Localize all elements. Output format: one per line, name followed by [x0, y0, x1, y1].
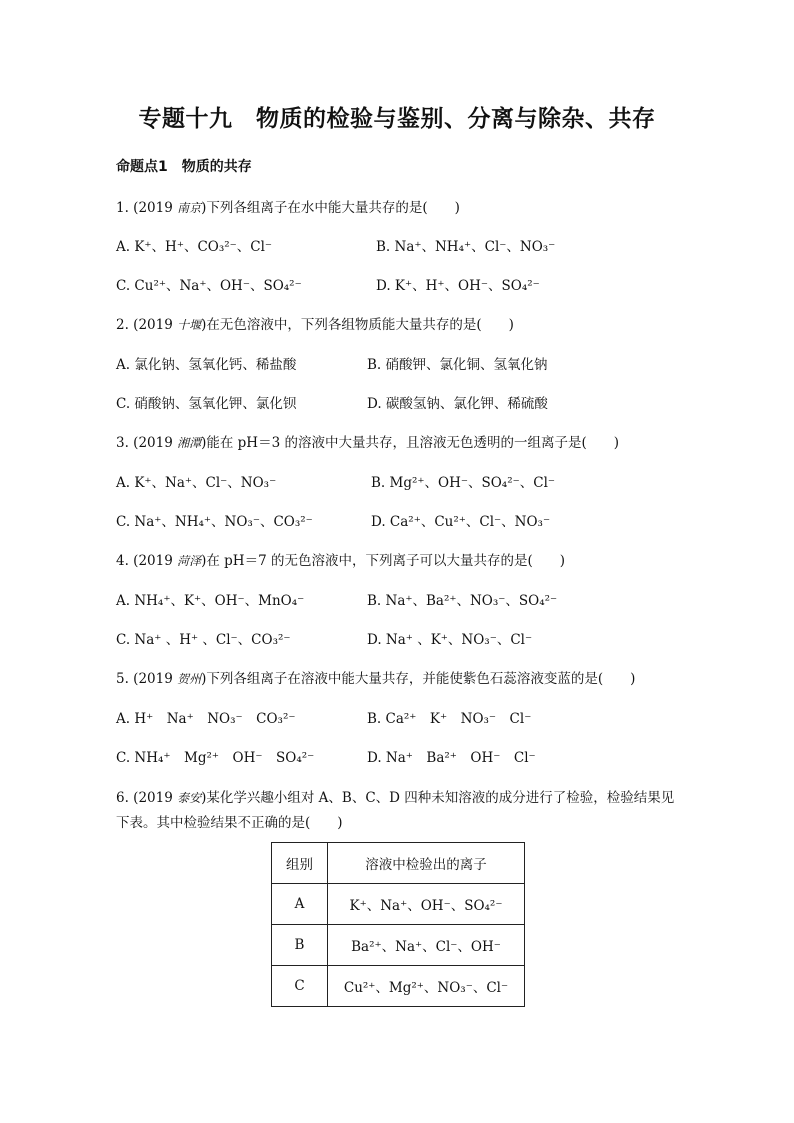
section-heading: 命题点1 物质的共存 — [116, 159, 252, 175]
table-cell: Ba²⁺、Na⁺、Cl⁻、OH⁻ — [328, 925, 525, 966]
option-a: A. 氯化钠、氢氧化钙、稀盐酸 — [116, 357, 297, 373]
option-a: A. K⁺、Na⁺、Cl⁻、NO₃⁻ — [116, 475, 277, 491]
option-c: C. 硝酸钠、氢氧化钾、氯化钡 — [116, 396, 297, 412]
question-4: 4. (2019 菏泽)在 pH＝7 的无色溶液中，下列离子可以大量共存的是( ) — [116, 553, 565, 569]
question-source: 贺州 — [177, 672, 202, 686]
question-3: 3. (2019 湘潭)能在 pH＝3 的溶液中大量共存，且溶液无色透明的一组离子是( ) — [116, 435, 619, 451]
question-source: 南京 — [177, 201, 202, 215]
question-6: 6. (2019 泰安)某化学兴趣小组对 A、B、C、D 四种未知溶液的成分进行了检验，检验结果见 — [116, 790, 675, 806]
option-c: C. Na⁺ 、H⁺ 、Cl⁻、CO₃²⁻ — [116, 632, 291, 648]
results-table — [271, 842, 525, 1007]
option-d: D. Ca²⁺、Cu²⁺、Cl⁻、NO₃⁻ — [371, 514, 551, 530]
option-c: C. Cu²⁺、Na⁺、OH⁻、SO₄²⁻ — [116, 278, 302, 294]
option-b: B. Mg²⁺、OH⁻、SO₄²⁻、Cl⁻ — [371, 475, 556, 491]
table-row — [272, 884, 525, 925]
option-c: C. Na⁺、NH₄⁺、NO₃⁻、CO₃²⁻ — [116, 514, 313, 530]
option-b: B. Na⁺、NH₄⁺、Cl⁻、NO₃⁻ — [376, 239, 556, 255]
option-d: D. Na⁺ 、K⁺、NO₃⁻、Cl⁻ — [367, 632, 533, 648]
option-d: D. K⁺、H⁺、OH⁻、SO₄²⁻ — [376, 278, 540, 294]
question-5: 5. (2019 贺州)下列各组离子在溶液中能大量共存，并能使紫色石蕊溶液变蓝的是( ) — [116, 671, 636, 687]
option-a: A. H⁺ Na⁺ NO₃⁻ CO₃²⁻ — [116, 711, 296, 727]
question-source: 泰安 — [177, 791, 202, 805]
table-cell: K⁺、Na⁺、OH⁻、SO₄²⁻ — [328, 884, 525, 925]
question-source: 十堰 — [177, 318, 202, 332]
table-header-cell: 溶液中检验出的离子 — [328, 843, 525, 884]
option-d: D. Na⁺ Ba²⁺ OH⁻ Cl⁻ — [367, 750, 536, 766]
option-b: B. 硝酸钾、氯化铜、氢氧化钠 — [367, 357, 548, 373]
question-1: 1. (2019 南京)下列各组离子在水中能大量共存的是( ) — [116, 200, 460, 216]
option-a: A. K⁺、H⁺、CO₃²⁻、Cl⁻ — [116, 239, 273, 255]
option-b: B. Ca²⁺ K⁺ NO₃⁻ Cl⁻ — [367, 711, 532, 727]
option-a: A. NH₄⁺、K⁺、OH⁻、MnO₄⁻ — [116, 593, 305, 609]
question-2: 2. (2019 十堰)在无色溶液中，下列各组物质能大量共存的是( ) — [116, 317, 514, 333]
table-row — [272, 966, 525, 1007]
question-source: 菏泽 — [177, 554, 202, 568]
table-cell: A — [272, 884, 328, 925]
page-title: 专题十九 物质的检验与鉴别、分离与除杂、共存 — [138, 106, 656, 132]
option-c: C. NH₄⁺ Mg²⁺ OH⁻ SO₄²⁻ — [116, 750, 315, 766]
table-cell: Cu²⁺、Mg²⁺、NO₃⁻、Cl⁻ — [328, 966, 525, 1007]
table-header-cell: 组别 — [272, 843, 328, 884]
question-6-continued: 下表。其中检验结果不正确的是( ) — [116, 815, 343, 831]
table-row — [272, 925, 525, 966]
table-cell: C — [272, 966, 328, 1007]
table-header-row — [272, 843, 525, 884]
table-cell: B — [272, 925, 328, 966]
option-d: D. 碳酸氢钠、氯化钾、稀硫酸 — [367, 396, 548, 412]
option-b: B. Na⁺、Ba²⁺、NO₃⁻、SO₄²⁻ — [367, 593, 558, 609]
question-source: 湘潭 — [177, 436, 202, 450]
